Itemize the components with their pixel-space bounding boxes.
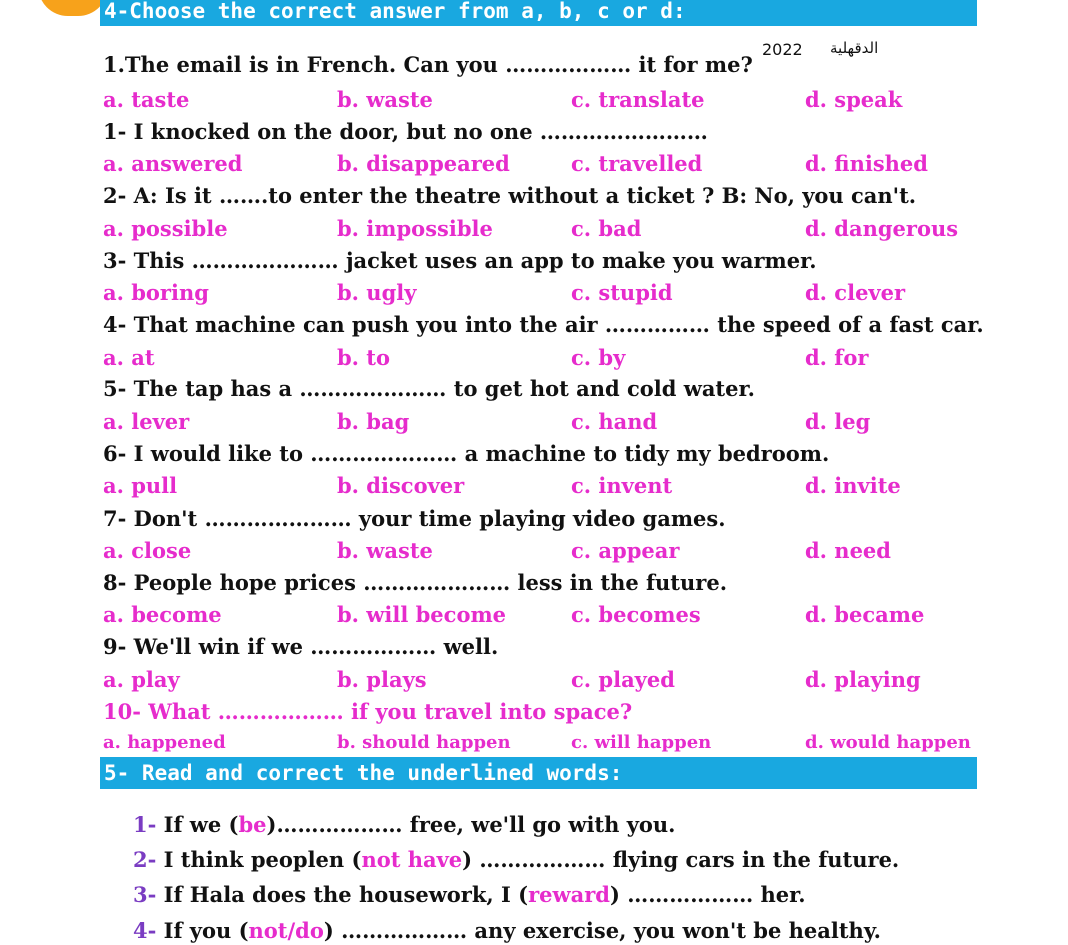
item-verb: be <box>238 812 267 837</box>
option-c[interactable]: c. by <box>571 345 626 370</box>
question-text: 3- This ………………… jacket uses an app to make you warmer. <box>103 248 817 273</box>
question-text: 8- People hope prices ………………… less in the future. <box>103 570 728 595</box>
question-text: 4- That machine can push you into the air …………… the speed of a fast car. <box>103 312 984 337</box>
option-a[interactable]: a. happened <box>103 732 226 753</box>
option-a[interactable]: a. close <box>103 538 192 563</box>
item-text-before: I think peoplen ( <box>156 847 362 872</box>
correction-item <box>133 812 676 837</box>
option-d[interactable]: d. speak <box>805 87 903 112</box>
question-text: 1- I knocked on the door, but no one …………………… <box>103 119 708 144</box>
question-text: 5- The tap has a ………………… to get hot and cold water. <box>103 376 755 401</box>
option-b[interactable]: b. to <box>337 345 391 370</box>
item-text-after: ) ……………… her. <box>609 882 806 907</box>
section5-title: 5- Read and correct the underlined words: <box>100 757 977 789</box>
option-b[interactable]: b. waste <box>337 87 433 112</box>
option-d[interactable]: d. leg <box>805 409 871 434</box>
item-number: 2- <box>133 847 157 872</box>
option-a[interactable]: a. answered <box>103 151 243 176</box>
option-b[interactable]: b. bag <box>337 409 410 434</box>
option-a[interactable]: a. lever <box>103 409 190 434</box>
option-d[interactable]: d. finished <box>805 151 928 176</box>
option-c[interactable]: c. hand <box>571 409 658 434</box>
option-c[interactable]: c. travelled <box>571 151 703 176</box>
option-a[interactable]: a. at <box>103 345 155 370</box>
option-a[interactable]: a. possible <box>103 216 228 241</box>
option-b[interactable]: b. discover <box>337 473 465 498</box>
section4-title: 4-Choose the correct answer from a, b, c or d: <box>100 0 977 26</box>
question-text: 10- What ……………… if you travel into space? <box>103 699 633 724</box>
item-verb: reward <box>528 882 610 907</box>
item-number: 1- <box>133 812 157 837</box>
option-d[interactable]: d. dangerous <box>805 216 959 241</box>
correction-item <box>133 882 806 907</box>
option-d[interactable]: d. playing <box>805 667 921 692</box>
option-a[interactable]: a. taste <box>103 87 190 112</box>
option-c[interactable]: c. appear <box>571 538 680 563</box>
option-d[interactable]: d. would happen <box>805 732 971 753</box>
question-text: 1.The email is in French. Can you ……………… it for me? <box>103 52 753 77</box>
exam-year: 2022 <box>762 40 803 59</box>
item-verb: not have <box>361 847 463 872</box>
option-b[interactable]: b. ugly <box>337 280 417 305</box>
option-b[interactable]: b. should happen <box>337 732 511 753</box>
correction-item <box>133 918 881 943</box>
option-a[interactable]: a. boring <box>103 280 209 305</box>
option-b[interactable]: b. will become <box>337 602 507 627</box>
option-c[interactable]: c. played <box>571 667 675 692</box>
option-d[interactable]: d. need <box>805 538 891 563</box>
option-c[interactable]: c. will happen <box>571 732 712 753</box>
option-d[interactable]: d. became <box>805 602 925 627</box>
question-text: 7- Don't ………………… your time playing video games. <box>103 506 726 531</box>
item-text-after: ) ……………… any exercise, you won't be healthy. <box>323 918 881 943</box>
item-text-after: )……………… free, we'll go with you. <box>266 812 676 837</box>
item-number: 3- <box>133 882 157 907</box>
item-text-before: If we ( <box>156 812 239 837</box>
option-b[interactable]: b. plays <box>337 667 427 692</box>
governorate-label: الدقهلية <box>830 39 879 57</box>
option-c[interactable]: c. translate <box>571 87 705 112</box>
option-b[interactable]: b. waste <box>337 538 433 563</box>
option-a[interactable]: a. become <box>103 602 222 627</box>
option-d[interactable]: d. invite <box>805 473 901 498</box>
question-text: 2- A: Is it …….to enter the theatre without a ticket ? B: No, you can't. <box>103 183 917 208</box>
item-text-after: ) ……………… flying cars in the future. <box>462 847 900 872</box>
option-a[interactable]: a. play <box>103 667 180 692</box>
item-number: 4- <box>133 918 157 943</box>
decorative-corner <box>38 0 108 16</box>
option-b[interactable]: b. impossible <box>337 216 493 241</box>
option-c[interactable]: c. stupid <box>571 280 673 305</box>
option-b[interactable]: b. disappeared <box>337 151 510 176</box>
item-text-before: If Hala does the housework, I ( <box>156 882 529 907</box>
correction-item <box>133 847 899 872</box>
option-a[interactable]: a. pull <box>103 473 178 498</box>
option-d[interactable]: d. clever <box>805 280 906 305</box>
option-c[interactable]: c. bad <box>571 216 642 241</box>
item-verb: not/do <box>248 918 324 943</box>
question-text: 9- We'll win if we ……………… well. <box>103 634 499 659</box>
option-c[interactable]: c. invent <box>571 473 673 498</box>
option-c[interactable]: c. becomes <box>571 602 701 627</box>
item-text-before: If you ( <box>156 918 249 943</box>
question-text: 6- I would like to ………………… a machine to tidy my bedroom. <box>103 441 830 466</box>
option-d[interactable]: d. for <box>805 345 869 370</box>
